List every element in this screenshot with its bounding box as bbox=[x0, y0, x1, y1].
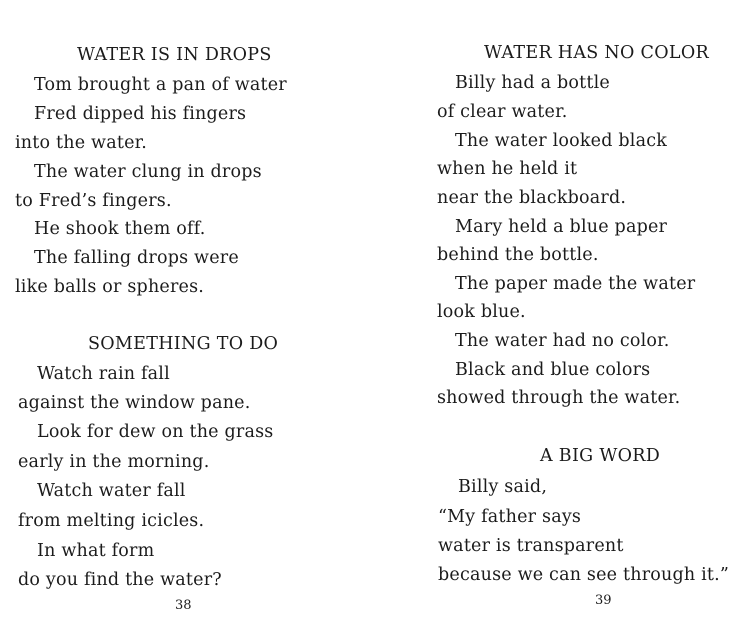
section-heading: A BIG WORD bbox=[540, 446, 661, 466]
text-line: near the blackboard. bbox=[437, 188, 627, 208]
text-line: Fred dipped his fingers bbox=[34, 104, 247, 124]
text-line: Black and blue colors bbox=[455, 360, 651, 380]
text-line: early in the morning. bbox=[18, 452, 210, 472]
page-number: 39 bbox=[595, 593, 612, 608]
text-line: Tom brought a pan of water bbox=[34, 75, 287, 95]
text-line: water is transparent bbox=[438, 536, 624, 556]
text-line: because we can see through it.” bbox=[438, 565, 730, 585]
page-number: 38 bbox=[175, 598, 192, 613]
text-line: Billy had a bottle bbox=[455, 73, 610, 93]
text-line: The water clung in drops bbox=[34, 162, 262, 182]
left-page bbox=[0, 0, 372, 620]
text-line: like balls or spheres. bbox=[15, 277, 205, 297]
text-line: from melting icicles. bbox=[18, 511, 205, 531]
text-line: Mary held a blue paper bbox=[455, 217, 668, 237]
text-line: The falling drops were bbox=[34, 248, 239, 268]
text-line: of clear water. bbox=[437, 102, 568, 122]
text-line: The water had no color. bbox=[455, 331, 670, 351]
text-line: into the water. bbox=[15, 133, 148, 153]
text-line: do you find the water? bbox=[18, 570, 222, 590]
text-line: behind the bottle. bbox=[437, 245, 599, 265]
text-line: The water looked black bbox=[455, 131, 668, 151]
text-line: Look for dew on the grass bbox=[37, 422, 274, 442]
text-line: showed through the water. bbox=[437, 388, 681, 408]
text-line: against the window pane. bbox=[18, 393, 251, 413]
text-line: “My father says bbox=[438, 507, 582, 527]
text-line: In what form bbox=[37, 541, 155, 561]
text-line: The paper made the water bbox=[455, 274, 696, 294]
text-line: Billy said, bbox=[458, 477, 548, 497]
text-line: to Fred’s fingers. bbox=[15, 191, 172, 211]
section-heading: SOMETHING TO DO bbox=[88, 334, 279, 354]
text-line: Watch rain fall bbox=[37, 364, 170, 384]
right-page bbox=[372, 0, 745, 620]
section-heading: WATER HAS NO COLOR bbox=[484, 43, 709, 63]
text-line: look blue. bbox=[437, 302, 526, 322]
text-line: Watch water fall bbox=[37, 481, 186, 501]
section-heading: WATER IS IN DROPS bbox=[77, 45, 272, 65]
text-line: when he held it bbox=[437, 159, 578, 179]
text-line: He shook them off. bbox=[34, 219, 206, 239]
